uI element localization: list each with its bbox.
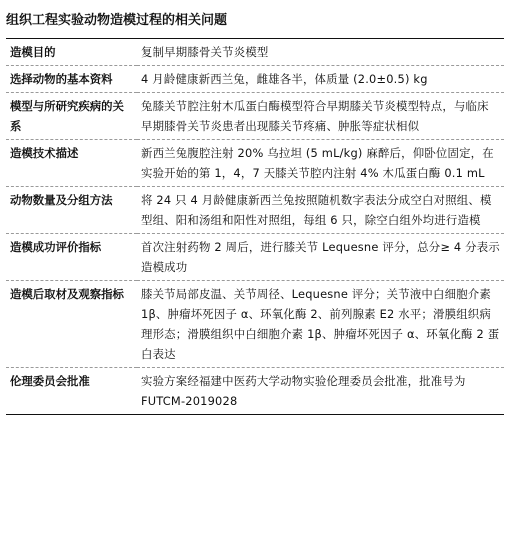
row-label: 模型与所研究疾病的关系 [6,93,137,140]
row-value: 实验方案经福建中医药大学动物实验伦理委员会批准，批准号为 FUTCM-2019028 [137,368,504,415]
row-label: 动物数量及分组方法 [6,187,137,234]
row-label: 选择动物的基本资料 [6,66,137,93]
table-row [6,187,504,234]
row-value: 膝关节局部皮温、关节周径、Lequesne 评分；关节液中白细胞介素 1β、肿瘤坏死因子 α、环氧化酶 2、前列腺素 E2 水平；滑膜组织病理形态；滑膜组织中白细胞介素 1β、肿瘤坏死因子 α、环氧化酶 2 蛋白表达 [137,281,504,368]
table-row [6,234,504,281]
row-value: 新西兰兔腹腔注射 20% 乌拉坦 (5 mL/kg) 麻醉后，仰卧位固定，在实验开始的第 1，4，7 天膝关节腔内注射 4% 木瓜蛋白酶 0.1 mL [137,140,504,187]
table-row [6,93,504,140]
table-row [6,66,504,93]
row-label: 造模成功评价指标 [6,234,137,281]
row-label: 造模后取材及观察指标 [6,281,137,368]
row-label: 伦理委员会批准 [6,368,137,415]
row-label: 造模目的 [6,39,137,66]
row-label: 造模技术描述 [6,140,137,187]
table-row [6,368,504,415]
table-row [6,281,504,368]
row-value: 首次注射药物 2 周后，进行膝关节 Lequesne 评分，总分≥ 4 分表示造模成功 [137,234,504,281]
row-value: 将 24 只 4 月龄健康新西兰兔按照随机数字表法分成空白对照组、模型组、阳和汤组和阳性对照组，每组 6 只，除空白组外均进行造模 [137,187,504,234]
info-table [6,38,504,415]
table-title: 组织工程实验动物造模过程的相关问题 [6,13,228,28]
row-value: 4 月龄健康新西兰兔，雌雄各半，体质量 (2.0±0.5) kg [137,66,504,93]
row-value: 复制早期膝骨关节炎模型 [137,39,504,66]
table-row [6,140,504,187]
table-row [6,39,504,66]
row-value: 兔膝关节腔注射木瓜蛋白酶模型符合早期膝关节炎模型特点，与临床早期膝骨关节炎患者出现膝关节疼痛、肿胀等症状相似 [137,93,504,140]
